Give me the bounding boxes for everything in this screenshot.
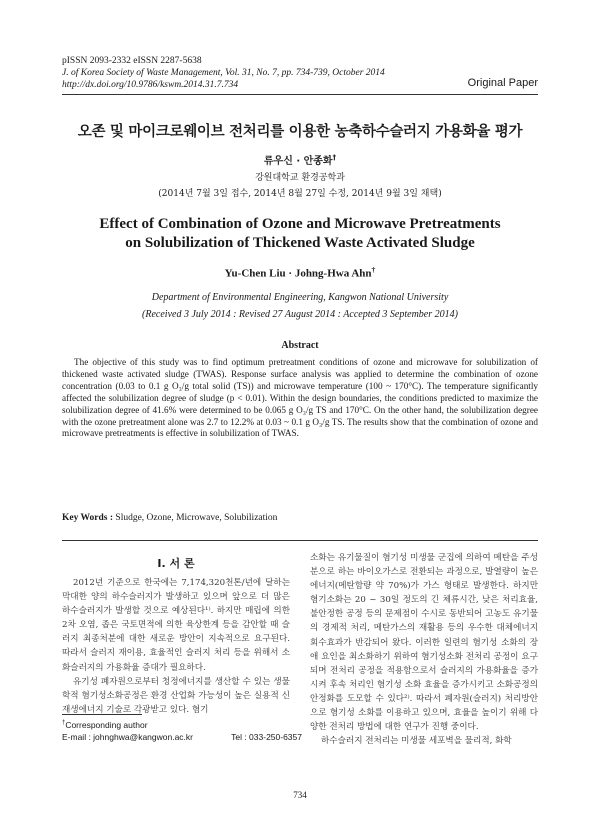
footnote-email[interactable]: E-mail : johnghwa@kangwon.ac.kr xyxy=(62,731,193,742)
issn-line: pISSN 2093-2332 eISSN 2287-5638 xyxy=(62,56,202,66)
right-paragraph-2: 하수슬러지 전처리는 미생물 세포벽을 물리적, 화학 xyxy=(321,736,512,747)
abstract-heading: Abstract xyxy=(281,340,319,351)
keywords-rule xyxy=(62,540,538,541)
corresponding-mark: † xyxy=(371,265,376,274)
english-title-line-2: on Solubilization of Thickened Waste Activated Sludge xyxy=(125,235,475,251)
english-author-names: Yu-Chen Liu · Johng-Hwa Ahn xyxy=(224,267,372,280)
footnote-mark: † xyxy=(62,720,66,726)
keywords xyxy=(62,513,538,523)
english-authors xyxy=(62,265,538,280)
footnote-rule xyxy=(62,714,142,715)
korean-title: 오존 및 마이크로웨이브 전처리를 이용한 농축하수슬러지 가용화율 평가 xyxy=(77,124,523,140)
korean-author-names: 류우신 · 안종화 xyxy=(263,156,333,167)
corresponding-author-label: Corresponding author xyxy=(65,719,148,730)
korean-affiliation: 강원대학교 환경공학과 xyxy=(255,173,345,183)
header-rule xyxy=(62,94,538,95)
english-affiliation: Department of Environmental Engineering, Kangwon National University xyxy=(151,292,449,303)
intro-paragraph-2: 유기성 폐자원으로부터 청정에너지를 생산할 수 있는 생물학적 혐기성소화공정은 환경 산업화 가능성이 높은 실용적 신재생에너지 기술로 각광받고 있다. 혐기 xyxy=(62,676,290,715)
intro-paragraph-1: 2012년 기준으로 한국에는 7,174,320천톤/년에 달하는 막대한 양의 하수슬러지가 발생하고 있으며 앞으로 더 많은 하수슬러지가 발생할 것으로 예상된다¹⁾. 하지만 매립에 의한 2차 오염, 좁은 국토면적에 의한 육상한계 등을 감안할 때 슬러지 최종처분에 대한 새로운 방안이 지속적으로 요구된다. 따라서 슬러지 재이용, 효율적인 슬러지 처리 등을 위해서 소화슬러지의 가용화율 증대가 필요하다. xyxy=(62,578,290,673)
korean-dates: (2014년 7월 3일 접수, 2014년 8월 27일 수정, 2014년 9월 3일 채택) xyxy=(158,189,442,199)
english-title-line-1: Effect of Combination of Ozone and Microwave Pretreatments xyxy=(99,216,501,232)
abstract-body: The objective of this study was to find optimum pretreatment conditions of ozone and microwave for solubilization of thickened waste activated sludge (TWAS). Response surface analysis was applied to determine the combination of ozone concentration (0.03 to 0.1 g O₃/g total solid (TS)) and microwave temperature (100 ~ 170°C). The temperature significantly affected the solubilization degree of sludge (p < 0.01). Within the design boundaries, the conditions predicted to maximize the solubilization degree of 41.6% were determined to be 0.065 g O₃/g TS and 170°C. On the other hand, the solubilization degree with the ozone pretreatment alone was 2.7 to 12.2% at 0.03 ~ 0.1 g O₃/g TS. The results show that the combination of ozone and microwave pretreatments is effective in solubilization of TWAS. xyxy=(62,357,538,439)
page-number: 734 xyxy=(293,790,307,800)
section-heading-introduction: I. 서 론 xyxy=(157,557,195,570)
footnote xyxy=(62,717,302,743)
korean-authors xyxy=(62,152,538,167)
keywords-value: Sludge, Ozone, Microwave, Solubilization xyxy=(115,513,278,523)
english-dates: (Received 3 July 2014 : Revised 27 August 2014 : Accepted 3 September 2014) xyxy=(142,309,458,320)
journal-citation: J. of Korea Society of Waste Management, Vol. 31, No. 7, pp. 734-739, October 2014 xyxy=(62,68,385,78)
left-column xyxy=(62,576,290,717)
english-title xyxy=(62,215,538,253)
right-paragraph-1: 소화는 유기물질이 혐기성 미생물 군집에 의하여 메탄을 주성분으로 하는 바이오가스로 전환되는 과정으로, 발열량이 높은 에너지(메탄함량 약 70%)가 가스 형태로 발생한다. 하지만 혐기소화는 20 ~ 30일 정도의 긴 체류시간, 낮은 처리효율, 불안정한 공정 등의 문제점이 수시로 동반되어 고농도 유기물의 경제적 처리, 메탄가스의 재활용 등의 우수한 대체에너지 회수효과가 반감되어 왔다. 이러한 일련의 혐기성 소화의 장애 요인을 최소화하기 위하여 혐기성소화 전처리 공정이 요구되며 전처리 공정을 적용함으로서 슬러지의 가용화율을 증가시켜 후속 처리인 혐기성 소화 효율을 증가시키고 소화공정의 안정화를 도모할 수 있다²⁾. 따라서 폐자원(슬러지) 처리방안으로 혐기성 소화를 이용하고 있으며, 효율을 높이기 위해 다양한 전처리 방법에 대한 연구가 진행 중이다. xyxy=(310,553,538,733)
right-column xyxy=(310,551,538,748)
article-type-label: Original Paper xyxy=(467,77,538,89)
doi-link[interactable]: http://dx.doi.org/10.9786/kswm.2014.31.7.734 xyxy=(62,80,239,90)
keywords-label: Key Words : xyxy=(62,513,114,523)
footnote-tel: Tel : 033-250-6357 xyxy=(231,731,302,742)
corresponding-mark: † xyxy=(332,153,337,162)
